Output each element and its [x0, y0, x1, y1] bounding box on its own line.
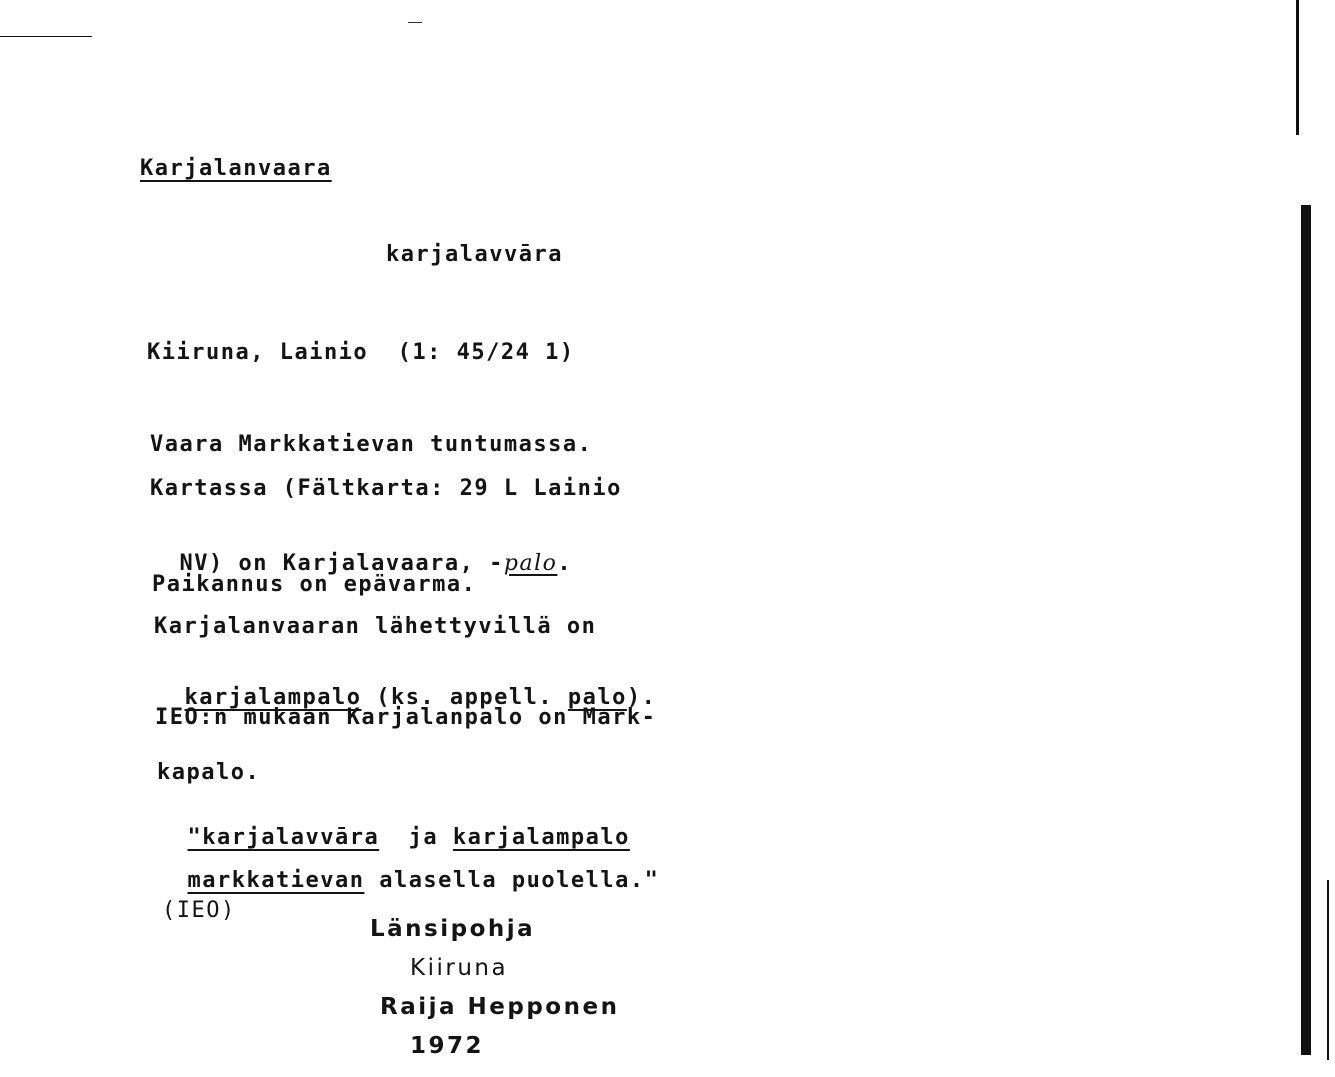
body-line-3: [150, 526, 572, 576]
body-line-4: Paikannus on epävarma.: [152, 572, 477, 597]
body-line-3-text: NV) on Karjalavaara, -: [179, 551, 504, 576]
scan-edge-right-lower: [1301, 205, 1311, 1055]
quote-karjalavvara: "karjalavvāra: [187, 825, 380, 850]
body-line-1: Vaara Markkatievan tuntumassa.: [150, 432, 593, 457]
handwritten-palo: palo: [503, 551, 558, 576]
body-line-10-rest: alasella puolella.": [364, 868, 660, 893]
body-line-3-end: .: [557, 551, 573, 576]
stamp-collector: Raija Hepponen: [380, 994, 620, 1020]
body-line-6-end: ).: [626, 685, 657, 710]
term-palo: palo: [567, 685, 627, 710]
body-line-5: Karjalanvaaran lähettyvillä on: [154, 614, 597, 639]
scan-speck: [408, 22, 422, 23]
body-line-10: [158, 843, 659, 893]
location-line: Kiiruna, Lainio (1: 45/24 1): [147, 340, 575, 365]
dialect-form: karjalavvāra: [386, 242, 563, 267]
quote-karjalampalo: karjalampalo: [452, 825, 630, 850]
body-line-8: kapalo.: [157, 760, 261, 785]
scan-edge-right-far: [1327, 880, 1329, 1060]
stamp-region: Länsipohja: [370, 916, 536, 942]
body-line-2: Kartassa (Fältkarta: 29 L Lainio: [150, 476, 622, 501]
quote-markkatievan: markkatievan: [187, 868, 365, 893]
scan-edge-top-left: [0, 36, 92, 37]
body-line-6-mid: (ks. appell.: [361, 685, 568, 710]
body-line-9-mid: ja: [379, 825, 453, 850]
body-line-7: IEO:n mukaan Karjalanpalo on Mark-: [155, 705, 657, 730]
body-line-6: [155, 660, 656, 710]
scan-edge-right-upper: [1296, 0, 1299, 135]
stamp-parish: Kiiruna: [410, 955, 509, 981]
source-ieo: (IEO): [162, 898, 236, 923]
stamp-year: 1972: [410, 1033, 485, 1059]
headword: Karjalanvaara: [140, 156, 332, 181]
term-karjalampalo: karjalampalo: [184, 685, 362, 710]
